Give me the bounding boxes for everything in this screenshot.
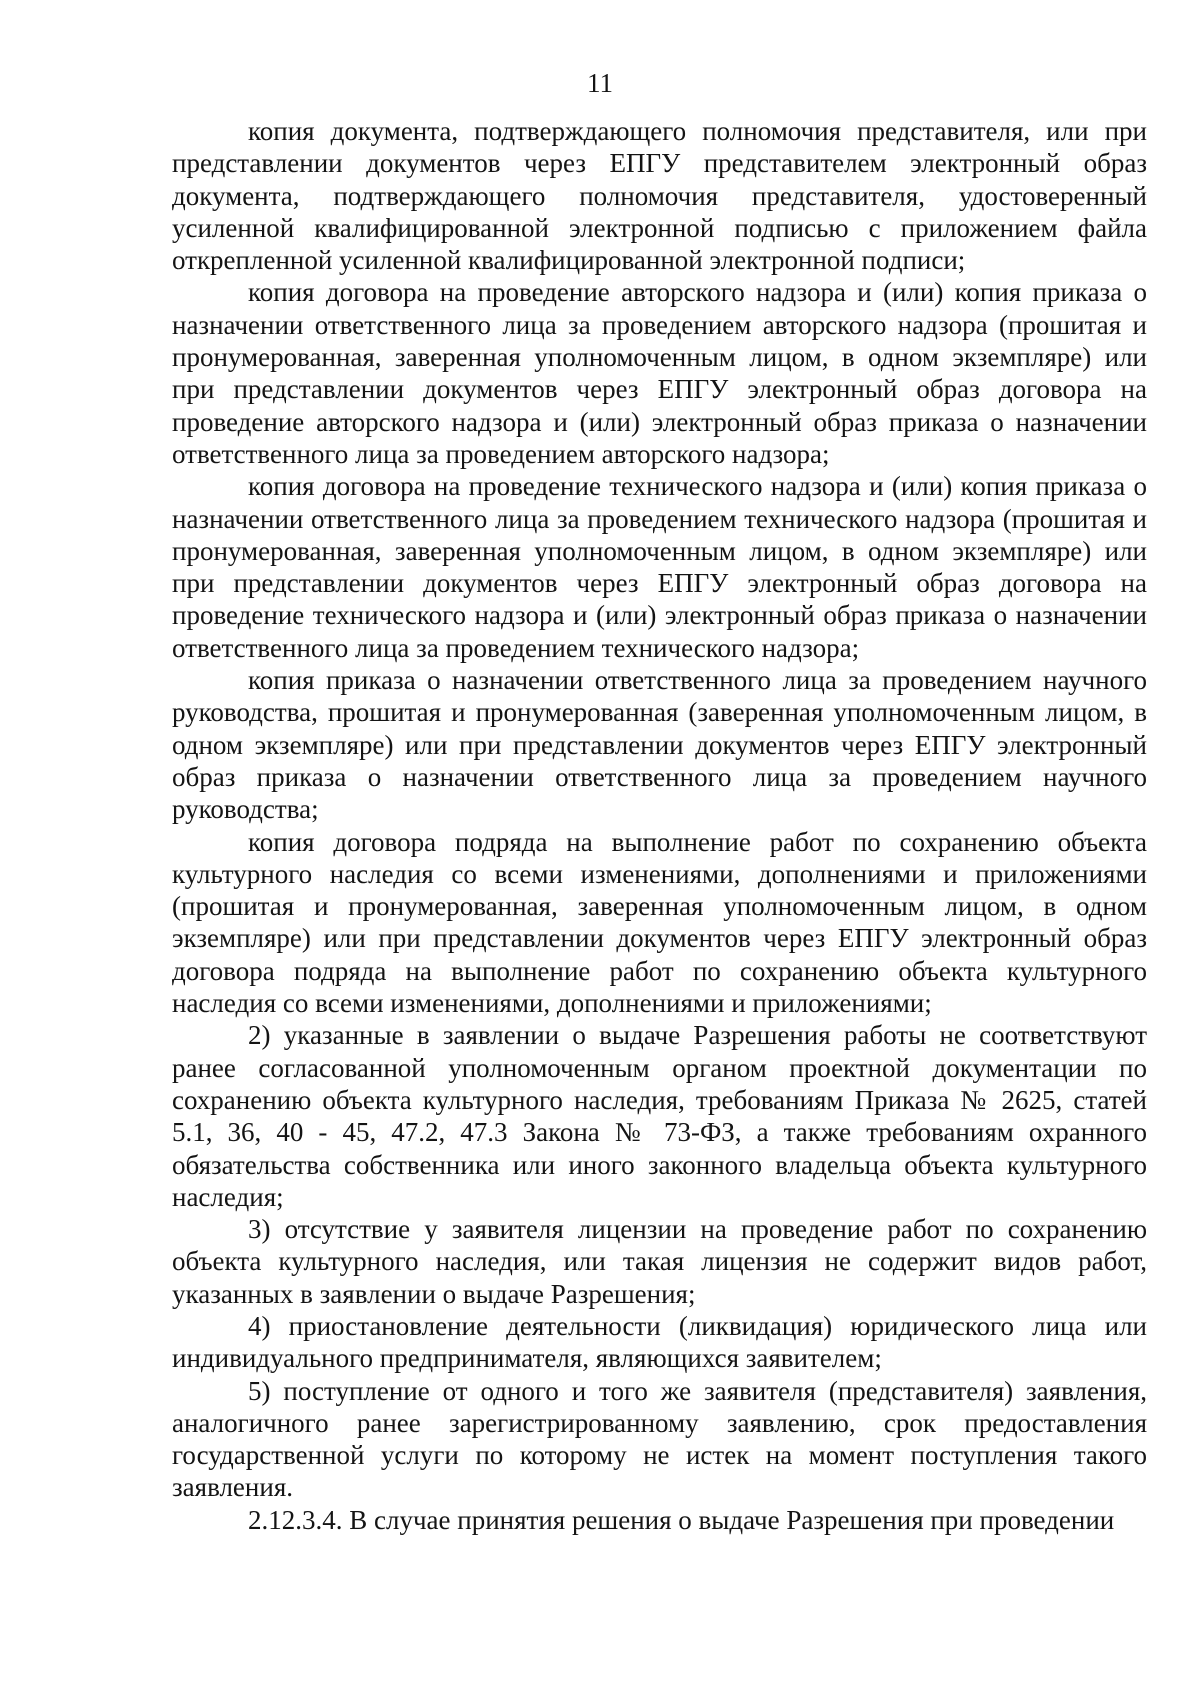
paragraph-item-5: 5) поступление от одного и того же заявителя (представителя) заявления, аналогичного ранее зарегистрированному заявлению, срок предоставления государственной услуги по которому не истек на момент поступления такого заявления. bbox=[172, 1375, 1147, 1503]
paragraph-technical-supervision-contract: копия договора на проведение технического надзора и (или) копия приказа о назначении ответственного лица за проведением технического надзора (прошитая и пронумерованная, заверенная уполномоченным лицом, в одном экземпляре) или при представлении документов через ЕПГУ электронный образ договора на проведение технического надзора и (или) электронный образ приказа о назначении ответственного лица за проведением технического надзора; bbox=[172, 471, 1147, 663]
paragraph-scientific-supervision-order: копия приказа о назначении ответственного лица за проведением научного руководства, прошитая и пронумерованная (заверенная уполномоченным лицом, в одном экземпляре) или при представлении документов через ЕПГУ электронный образ приказа о назначении ответственного лица за проведением научного руководства; bbox=[172, 665, 1147, 825]
paragraph-item-3: 3) отсутствие у заявителя лицензии на проведение работ по сохранению объекта культурного наследия, или такая лицензия не содержит видов работ, указанных в заявлении о выдаче Разрешения; bbox=[172, 1214, 1147, 1309]
page-number: 11 bbox=[587, 68, 613, 98]
document-body bbox=[172, 115, 1147, 1536]
paragraph-item-4: 4) приостановление деятельности (ликвидация) юридического лица или индивидуального предпринимателя, являющихся заявителем; bbox=[172, 1310, 1147, 1374]
paragraph-item-2: 2) указанные в заявлении о выдаче Разрешения работы не соответствуют ранее согласованной уполномоченным органом проектной документации по сохранению объекта культурного наследия, требованиям Приказа № 2625, статей 5.1, 36, 40 - 45, 47.2, 47.3 Закона № 73-ФЗ, а также требованиям охранного обязательства собственника или иного законного владельца объекта культурного наследия; bbox=[172, 1020, 1147, 1212]
paragraph-representative-authority-copy: копия документа, подтверждающего полномочия представителя, или при представлении документов через ЕПГУ представителем электронный образ документа, подтверждающего полномочия представителя, удостоверенный усиленной квалифицированной электронной подписью с приложением файла открепленной усиленной квалифицированной электронной подписи; bbox=[172, 116, 1147, 276]
paragraph-contract-agreement-copy: копия договора подряда на выполнение работ по сохранению объекта культурного наследия со всеми изменениями, дополнениями и приложениями (прошитая и пронумерованная, заверенная уполномоченным лицом, в одном экземпляре) или при представлении документов через ЕПГУ электронный образ договора подряда на выполнение работ по сохранению объекта культурного наследия со всеми изменениями, дополнениями и приложениями; bbox=[172, 826, 1147, 1019]
paragraph-author-supervision-contract: копия договора на проведение авторского надзора и (или) копия приказа о назначении ответственного лица за проведением авторского надзора (прошитая и пронумерованная, заверенная уполномоченным лицом, в одном экземпляре) или при представлении документов через ЕПГУ электронный образ договора на проведение авторского надзора и (или) электронный образ приказа о назначении ответственного лица за проведением авторского надзора; bbox=[172, 277, 1147, 469]
paragraph-section-2-12-3-4: 2.12.3.4. В случае принятия решения о выдаче Разрешения при проведении bbox=[248, 1504, 1115, 1535]
